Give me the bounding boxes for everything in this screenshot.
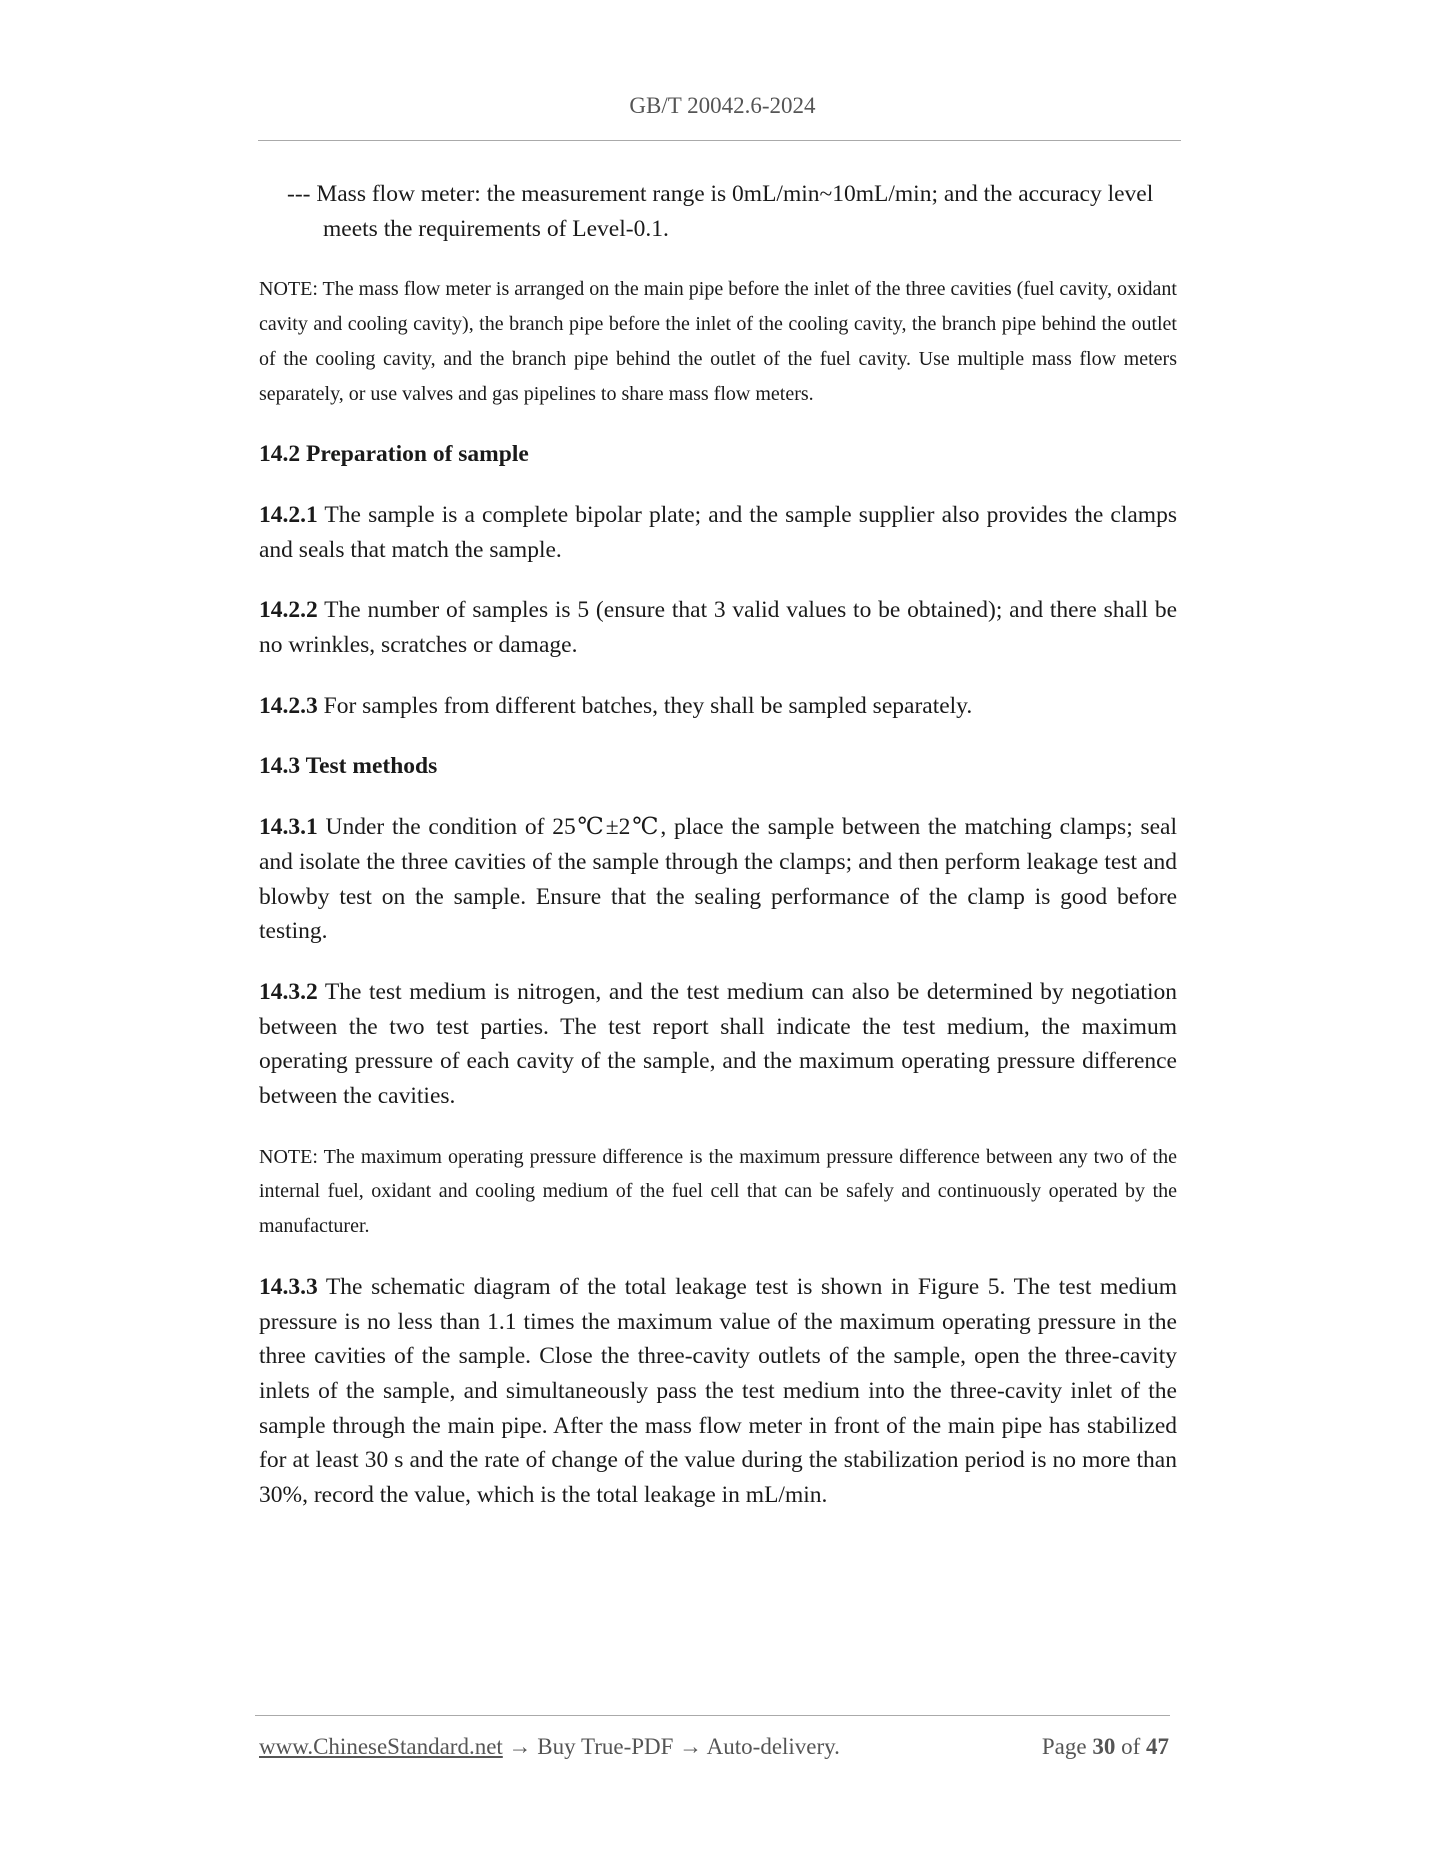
clause-number: 14.2.3 [259,692,318,719]
clause-text: For samples from different batches, they shall be sampled separately. [317,692,973,719]
heading-14-2: 14.2 Preparation of sample [259,441,529,468]
clause-14-2-3 [259,689,1177,724]
clause-text: The schematic diagram of the total leakage test is shown in Figure 5. The test medium pressure is no less than 1.1 times the maximum value of the maximum operating pressure in the three cavities of the sample. Close the three-cavity outlets of the sample, open the three-cavity inlets of the sample, and simultaneously pass the test medium into the three-cavity inlet of the sample through the main pipe. After the mass flow meter in front of the main pipe has stabilized for at least 30 s and the rate of change of the value during the stabilization period is no more than 30%, record the value, which is the total leakage in mL/min. [259,1273,1177,1509]
note-pressure-difference: NOTE: The maximum operating pressure difference is the maximum pressure difference between any two of the internal fuel, oxidant and cooling medium of the fuel cell that can be safely and continuously operated by the manufacturer. [259,1145,1177,1238]
clause-number: 14.2.2 [259,597,318,624]
clause-14-2-1 [259,498,1177,567]
footer-divider [255,1715,1170,1716]
clause-text: The test medium is nitrogen, and the test medium can also be determined by negotiation between the two test parties. The test report shall indicate the test medium, the maximum operating pressure of each cavity of the sample, and the maximum operating pressure difference between the cavities. [259,978,1177,1110]
bullet-mass-flow-meter: --- Mass flow meter: the measurement range is 0mL/min~10mL/min; and the accuracy level meets the requirements of Level-0.1. [287,181,1154,242]
clause-text: Under the condition of 25℃±2℃, place the sample between the matching clamps; seal and isolate the three cavities of the sample through the clamps; and then perform leakage test and blowby test on the sample. Ensure that the sealing performance of the clamp is good before testing. [259,814,1177,945]
page-footer [259,1734,1169,1760]
clause-text: The sample is a complete bipolar plate; and the sample supplier also provides the clamps and seals that match the sample. [259,501,1177,563]
clause-14-3-2 [259,975,1177,1114]
clause-number: 14.3.3 [259,1273,318,1300]
page-word: Page [1041,1734,1093,1759]
page-content [259,177,1177,1539]
clause-14-3-3 [259,1270,1177,1513]
heading-14-3: 14.3 Test methods [259,753,438,780]
document-header: GB/T 20042.6-2024 [629,93,816,118]
note-mass-flow-meter: NOTE: The mass flow meter is arranged on the main pipe before the inlet of the three cavities (fuel cavity, oxidant cavity and cooling cavity), the branch pipe before the inlet of the cooling cavity, the branch pipe behind the outlet of the cooling cavity, and the branch pipe behind the outlet of the fuel cavity. Use multiple mass flow meters separately, or use valves and gas pipelines to share mass flow meters. [259,278,1177,405]
clause-number: 14.3.1 [259,814,318,841]
clause-text: The number of samples is 5 (ensure that 3 valid values to be obtained); and there shall be no wrinkles, scratches or damage. [259,597,1177,659]
clause-number: 14.2.1 [259,501,318,528]
page-current: 30 [1092,1734,1116,1759]
site-link[interactable]: www.ChineseStandard.net [259,1734,503,1759]
clause-14-2-2 [259,593,1177,662]
clause-number: 14.3.2 [259,978,318,1005]
clause-14-3-1 [259,810,1177,949]
page-total: 47 [1146,1734,1169,1759]
page-counter [1042,1734,1169,1760]
header-divider [258,140,1181,141]
footer-tagline: → Buy True-PDF → Auto-delivery. [502,1734,840,1759]
of-word: of [1115,1734,1146,1759]
footer-left [259,1734,840,1760]
